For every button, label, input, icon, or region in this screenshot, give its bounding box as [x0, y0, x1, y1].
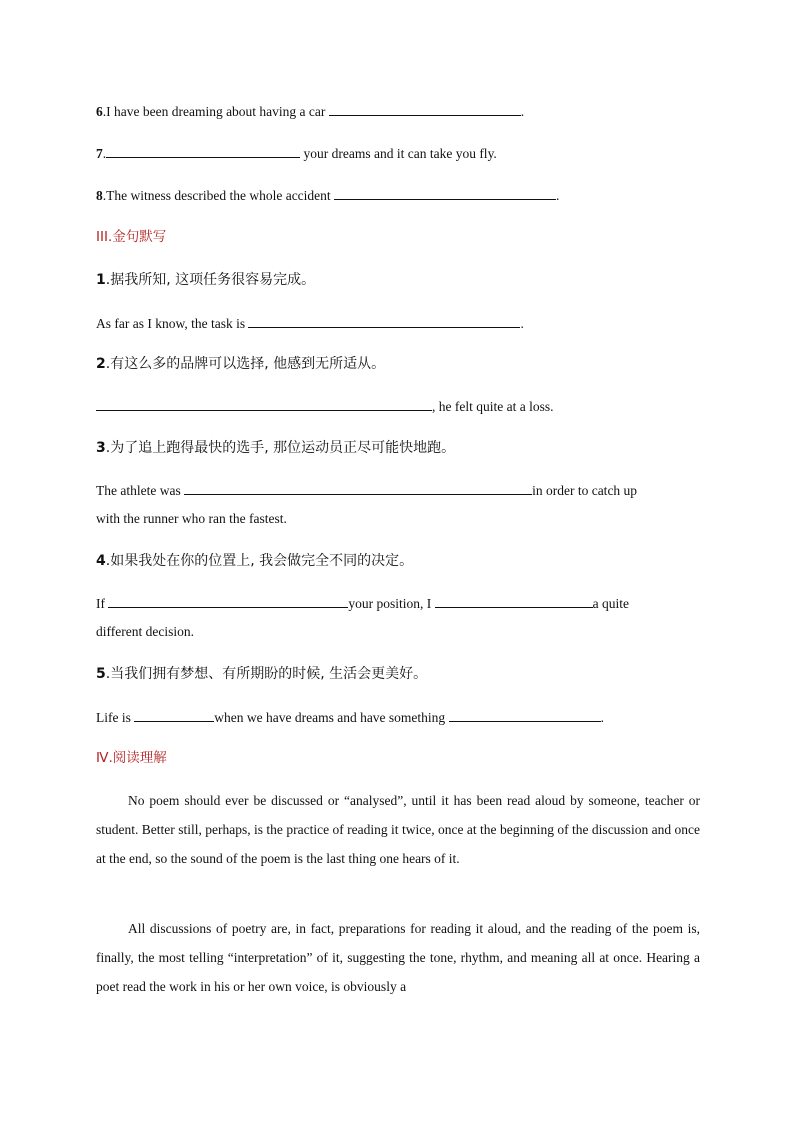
- answer-blank[interactable]: [108, 593, 348, 608]
- sentence-2-english: [96, 396, 553, 417]
- item-number: 8: [96, 188, 103, 203]
- item-text-after: .: [556, 188, 560, 203]
- sentence-1-english: [96, 313, 524, 334]
- passage-paragraph-1: No poem should ever be discussed or “analysed”, until it has been read aloud by someone, teacher or student. Better still, perhaps, is the practice of reading it twice, once at the beginning of the discussion and once at the end, so the sound of the poem is the last thing one hears of it.: [96, 793, 700, 866]
- english-text-before: If: [96, 596, 105, 611]
- sentence-1-chinese: [96, 270, 315, 290]
- answer-blank[interactable]: [329, 101, 521, 116]
- sentence-3-chinese: [96, 438, 455, 458]
- chinese-text: .据我所知, 这项任务很容易完成。: [105, 272, 316, 288]
- sentence-2-chinese: [96, 354, 385, 374]
- sentence-5-chinese: [96, 664, 427, 684]
- exercise-item-7: [96, 143, 497, 164]
- answer-blank[interactable]: [435, 593, 593, 608]
- chinese-text: .有这么多的品牌可以选择, 他感到无所适从。: [105, 356, 386, 372]
- chinese-text: .如果我处在你的位置上, 我会做完全不同的决定。: [105, 553, 414, 569]
- item-number: 3: [96, 440, 106, 456]
- item-text-before: .: [102, 146, 107, 161]
- answer-blank[interactable]: [449, 707, 601, 722]
- english-text-after: .: [600, 710, 604, 725]
- english-text-after: , he felt quite at a loss.: [432, 399, 554, 414]
- answer-blank[interactable]: [96, 396, 432, 411]
- item-text-after: your dreams and it can take you fly.: [300, 146, 497, 161]
- section-title-iv: Ⅳ.阅读理解: [96, 750, 167, 766]
- answer-blank[interactable]: [334, 185, 556, 200]
- item-number: 2: [96, 356, 106, 372]
- item-number: 5: [96, 666, 106, 682]
- exercise-item-8: [96, 185, 559, 206]
- english-text-before: As far as I know, the task is: [96, 316, 246, 331]
- sentence-4-english-continued: different decision.: [96, 624, 194, 639]
- item-number: 7: [96, 146, 103, 161]
- sentence-3-english-continued: with the runner who ran the fastest.: [96, 511, 287, 526]
- english-text-after: .: [520, 316, 524, 331]
- english-text-before: Life is: [96, 710, 131, 725]
- sentence-3-english: [96, 480, 637, 501]
- sentence-5-english: [96, 707, 604, 728]
- sentence-4-chinese: [96, 551, 413, 571]
- english-text-middle: when we have dreams and have something: [214, 710, 446, 725]
- chinese-text: .当我们拥有梦想、有所期盼的时候, 生活会更美好。: [105, 666, 428, 682]
- passage-paragraph-2: All discussions of poetry are, in fact, preparations for reading it aloud, and the reading of the poem is, finally, the most telling “interpretation” of it, suggesting the tone, rhythm, and meaning all at once. Hearing a poet read the work in his or her own voice, is obviously a: [96, 921, 700, 994]
- item-text-before: .I have been dreaming about having a car: [102, 104, 326, 119]
- sentence-4-english: [96, 593, 629, 614]
- answer-blank[interactable]: [184, 480, 532, 495]
- answer-blank[interactable]: [106, 143, 300, 158]
- english-text-after: in order to catch up: [532, 483, 638, 498]
- item-number: 4: [96, 553, 106, 569]
- english-text-before: The athlete was: [96, 483, 181, 498]
- item-text-after: .: [520, 104, 525, 119]
- exercise-item-6: [96, 101, 524, 122]
- item-number: 1: [96, 272, 106, 288]
- english-text-middle: your position, I: [348, 596, 432, 611]
- answer-blank[interactable]: [248, 313, 520, 328]
- section-title-iii: III.金句默写: [96, 229, 167, 245]
- item-text-before: .The witness described the whole accident: [102, 188, 331, 203]
- chinese-text: .为了追上跑得最快的选手, 那位运动员正尽可能快地跑。: [105, 440, 456, 456]
- answer-blank[interactable]: [134, 707, 214, 722]
- item-number: 6: [96, 104, 103, 119]
- english-text-after: a quite: [592, 596, 629, 611]
